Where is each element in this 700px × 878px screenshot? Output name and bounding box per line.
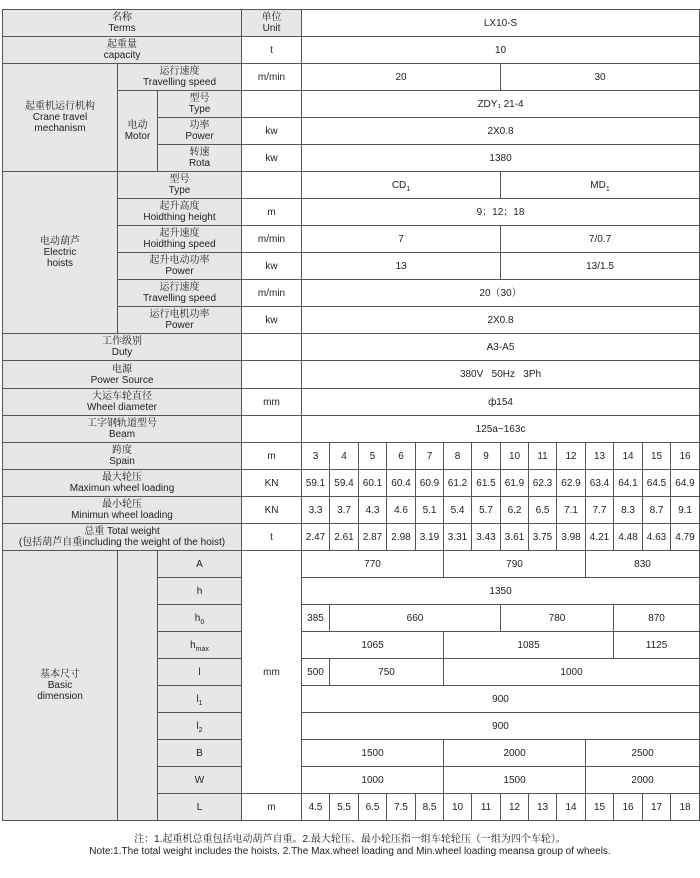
dim-l2-row: $l_2$ 900	[3, 713, 700, 740]
power-source-row: 电源 Power Source 380V 50Hz 3Ph	[3, 361, 700, 389]
crane-group-label: 起重机运行机构 Crane travel mechanism	[3, 64, 118, 172]
hoist-group-label: 电动葫芦 Electric hoists	[3, 172, 118, 334]
dim-W-row: W 1000 1500 2000	[3, 767, 700, 794]
dim-l-row: l 500 750 1000	[3, 659, 700, 686]
crane-motor-rota-row: 转速 Rota kw 1380	[3, 145, 700, 172]
min-load-row: 最小轮压 Minimun wheel loading KN 3.3 3.7 4.3 4.6 5.1 5.4 5.7 6.2 6.5 7.1 7.7 8.3 8.7 9.1	[3, 497, 700, 524]
wheel-row: 大运车轮直径 Wheel diameter mm ф154	[3, 389, 700, 416]
dim-hmax-row: $h_{max}$ 1065 1085 1125	[3, 632, 700, 659]
total-weight-row: 总重 Total weight (包括葫芦自重including the weight of the hoist) t 2.47 2.61 2.87 2.98 3.19 3.31 3.43 3.61 3.75 3.98 4.21 4.48 4.63 4.79	[3, 524, 700, 551]
span-row: 跨度 Spain m 3 4 5 6 7 8 9 10 11 12 13 14 15 16	[3, 443, 700, 470]
crane-motor-power-row: 功率 Power kw 2X0.8	[3, 118, 700, 145]
footnote	[0, 834, 700, 858]
beam-row: 工字钢轨道型号 Beam 125a~163c	[3, 416, 700, 443]
header-model: LX10-S	[302, 10, 700, 37]
footnote-en: Note:1.The total weight includes the hoists. 2.The Max.wheel loading and Min.wheel loading meansa group of wheels.	[89, 846, 611, 857]
crane-speed-row: 起重机运行机构 Crane travel mechanism 运行速度 Travelling speed m/min 20 30	[3, 64, 700, 91]
duty-row: 工作级别 Duty A3-A5	[3, 334, 700, 361]
header-row	[3, 10, 700, 37]
dim-L-row: L m 4.5 5.5 6.5 7.5 8.5 10 11 12 13 14 15 16 17 18	[3, 794, 700, 821]
hoist-speed-row: 起升速度 Hoidthing speed m/min 7 7/0.7	[3, 226, 700, 253]
capacity-row: 起重量 capacity t 10	[3, 37, 700, 64]
hoist-type-row: 电动葫芦 Electric hoists 型号 Type $CD_1$ $MD_1$	[3, 172, 700, 199]
header-terms: 名称 Terms	[3, 10, 242, 37]
dim-h0-row: $h_0$ 385 660 780 870	[3, 605, 700, 632]
crane-motor-type-row: 电动 Motor 型号 Type ZDY₁ 21-4	[3, 91, 700, 118]
hoist-travel-speed-row: 运行速度 Travelling speed m/min 20（30）	[3, 280, 700, 307]
motor-label: 电动 Motor	[118, 91, 158, 172]
footnote-cn: 注：1.起重机总重包括电动葫芦自重。2.最大轮压、最小轮压指一组车轮轮压（一组为四个车轮）。	[134, 834, 566, 845]
spec-table	[2, 9, 700, 821]
dim-B-row: B 1500 2000 2500	[3, 740, 700, 767]
dim-h-row: h 1350	[3, 578, 700, 605]
dim-l1-row: $l_1$ 900	[3, 686, 700, 713]
dim-A-row: 基本尺寸 Basic dimension A mm 770 790 830	[3, 551, 700, 578]
header-unit: 单位 Unit	[242, 10, 302, 37]
hoist-power-row: 起升电动功率 Power kw 13 13/1.5	[3, 253, 700, 280]
basic-dimension-label: 基本尺寸 Basic dimension	[3, 551, 118, 821]
hoist-height-row: 起升高度 Hoidthing height m 9；12；18	[3, 199, 700, 226]
max-load-row: 最大轮压 Maximun wheel loading KN 59.1 59.4 60.1 60.4 60.9 61.2 61.5 61.9 62.3 62.9 63.4 64.1 64.5 64.9	[3, 470, 700, 497]
hoist-travel-power-row: 运行电机功率 Power kw 2X0.8	[3, 307, 700, 334]
